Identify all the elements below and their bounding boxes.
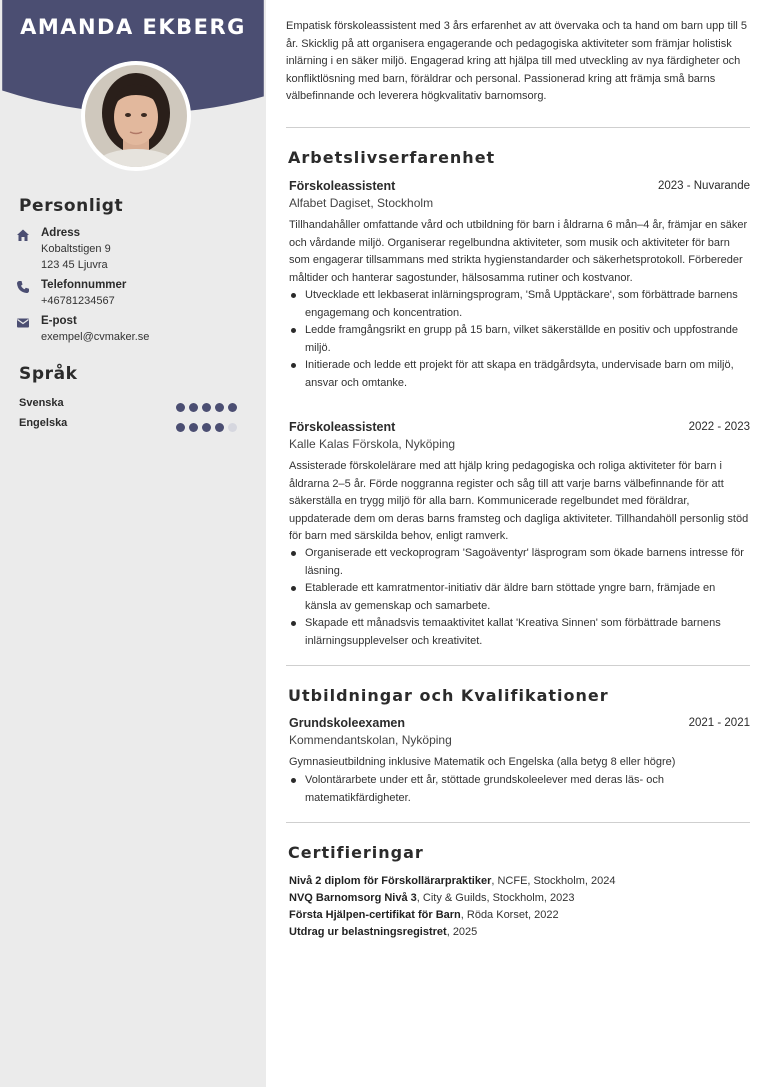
certification-detail: , 2025	[446, 926, 478, 938]
list-item: Initierade och ledde ett projekt för att skapa en trädgårdsyta, undervisade barn om miljö, ansvar och omtanke.	[305, 357, 750, 392]
phone-value[interactable]: +46781234567	[41, 295, 115, 307]
education-entry	[289, 716, 750, 811]
language-level-dots	[176, 419, 241, 437]
level-dot-filled	[202, 403, 211, 412]
job-achievements	[289, 545, 750, 650]
certification-name: Nivå 2 diplom för Förskollärarpraktiker	[289, 875, 492, 887]
job-title: Förskoleassistent	[289, 420, 396, 434]
list-item: Volontärarbete under ett år, stöttade grundskoleelever med deras läs- och matematikfärdigheter.	[305, 772, 750, 807]
divider	[286, 665, 750, 666]
job-organization: Alfabet Dagiset, Stockholm	[289, 196, 434, 210]
certification-name: Utdrag ur belastningsregistret	[289, 926, 447, 938]
phone-block	[16, 279, 256, 311]
profile-summary: Empatisk förskoleassistent med 3 års erfarenhet av att övervaka och ta hand om barn upp till 5 år. Skicklig på att organisera engagerande och pedagogiska aktiviteter som främjar holistisk inlärning i en säker miljö. Engagerad kring att hjälpa till med utveckling av nya färdigheter och konfliktlösning med barn, föräldrar och personal. Passionerad kring att främja små barns välbefinnande och leverera högkvalitativ barnomsorg.	[286, 20, 748, 102]
education-description: Gymnasieutbildning inklusive Matematik och Engelska (alla betyg 8 eller högre)	[289, 756, 676, 768]
job-dates: 2023 - Nuvarande	[657, 180, 750, 192]
address-label: Adress	[41, 227, 80, 239]
mail-icon	[16, 316, 30, 330]
personal-heading: Personligt	[19, 196, 124, 216]
certification-item	[289, 890, 575, 908]
level-dot-filled	[215, 403, 224, 412]
phone-icon	[16, 280, 30, 294]
education-dates: 2021 - 2021	[688, 717, 750, 729]
certification-detail: , NCFE, Stockholm, 2024	[491, 875, 616, 887]
education-heading: Utbildningar och Kvalifikationer	[288, 686, 609, 705]
education-school: Kommendantskolan, Nyköping	[289, 733, 452, 747]
job-achievements	[289, 287, 750, 392]
level-dot-filled	[189, 403, 198, 412]
level-dot-filled	[228, 403, 237, 412]
list-item: Skapade ett månadsvis temaaktivitet kallat 'Kreativa Sinnen' som förbättrade barnens inlärningsupplevelser och kreativitet.	[305, 615, 750, 650]
sidebar	[0, 0, 266, 1087]
certification-name: Första Hjälpen-certifikat för Barn	[289, 909, 461, 921]
address-line1: Kobaltstigen 9	[41, 243, 111, 255]
job-organization: Kalle Kalas Förskola, Nyköping	[289, 437, 456, 451]
language-name: Svenska	[19, 397, 64, 409]
job-description: Tillhandahåller omfattande vård och utbildning för barn i åldrarna 6 mån–4 år, främjar en säker och vårdande miljö. Organiserar regelbundna aktiviteter, som musik och aktiviteter för barn som engagerar tillsammans med strikta hygienstandarder och säkerhetsprotokoll. Förbereder måltider och hanterar sagostunder, hälsosamma rutiner och kostvanor.	[289, 219, 748, 284]
level-dot-filled	[176, 423, 185, 432]
level-dot-empty	[228, 423, 237, 432]
address-block	[16, 227, 256, 273]
level-dot-filled	[215, 423, 224, 432]
divider	[286, 822, 750, 823]
job-title: Förskoleassistent	[289, 179, 396, 193]
email-value[interactable]: exempel@cvmaker.se	[41, 331, 150, 343]
phone-label: Telefonnummer	[41, 279, 127, 291]
language-level-dots	[176, 399, 241, 417]
home-icon	[16, 228, 30, 242]
certification-detail: , City & Guilds, Stockholm, 2023	[416, 892, 575, 904]
experience-heading: Arbetslivserfarenhet	[288, 148, 496, 167]
education-highlights	[289, 772, 750, 807]
certification-name: NVQ Barnomsorg Nivå 3	[289, 892, 417, 904]
divider	[286, 127, 750, 128]
certification-item	[289, 924, 477, 942]
email-label: E-post	[41, 315, 77, 327]
job-entry	[289, 420, 750, 655]
list-item: Utvecklade ett lekbaserat inlärningsprogram, 'Små Upptäckare', som förbättrade barnens engagemang och koncentration.	[305, 287, 750, 322]
address-line2: 123 45 Ljuvra	[41, 259, 108, 271]
profile-photo	[85, 65, 187, 167]
certification-item	[289, 907, 559, 925]
certifications-heading: Certifieringar	[288, 843, 424, 862]
education-title: Grundskoleexamen	[289, 716, 406, 730]
level-dot-filled	[189, 423, 198, 432]
language-row	[19, 397, 244, 411]
certification-item	[289, 873, 615, 891]
list-item: Etablerade ett kamratmentor-initiativ där äldre barn stöttade yngre barn, främjade en känsla av gemenskap och samarbete.	[305, 580, 750, 615]
candidate-name: AMANDA EKBERG	[20, 15, 246, 39]
list-item: Ledde framgångsrikt en grupp på 15 barn, vilket säkerställde en positiv och uppfostrande miljö.	[305, 322, 750, 357]
language-row	[19, 417, 244, 431]
email-block	[16, 315, 256, 347]
list-item: Organiserade ett veckoprogram 'Sagoäventyr' läsprogram som ökade barnens intresse för läsning.	[305, 545, 750, 580]
job-entry	[289, 179, 750, 394]
level-dot-filled	[202, 423, 211, 432]
level-dot-filled	[176, 403, 185, 412]
job-dates: 2022 - 2023	[688, 421, 750, 433]
languages-heading: Språk	[19, 364, 78, 384]
language-name: Engelska	[19, 417, 68, 429]
certification-detail: , Röda Korset, 2022	[460, 909, 559, 921]
job-description: Assisterade förskolelärare med att hjälp kring pedagogiska och roliga aktiviteter för barn i åldrarna 2–5 år. Förde noggranna register och såg till att varje barns välbefinnande för att säkerställa en trygg miljö för alla barn. Kommunicerade regelbundet med föräldrar, uppdaterade dem om deras barns framsteg och dagliga aktiviteter. Tillhandahöll personlig stöd för barn med särskilda behov, enligt ramverk.	[289, 460, 749, 542]
